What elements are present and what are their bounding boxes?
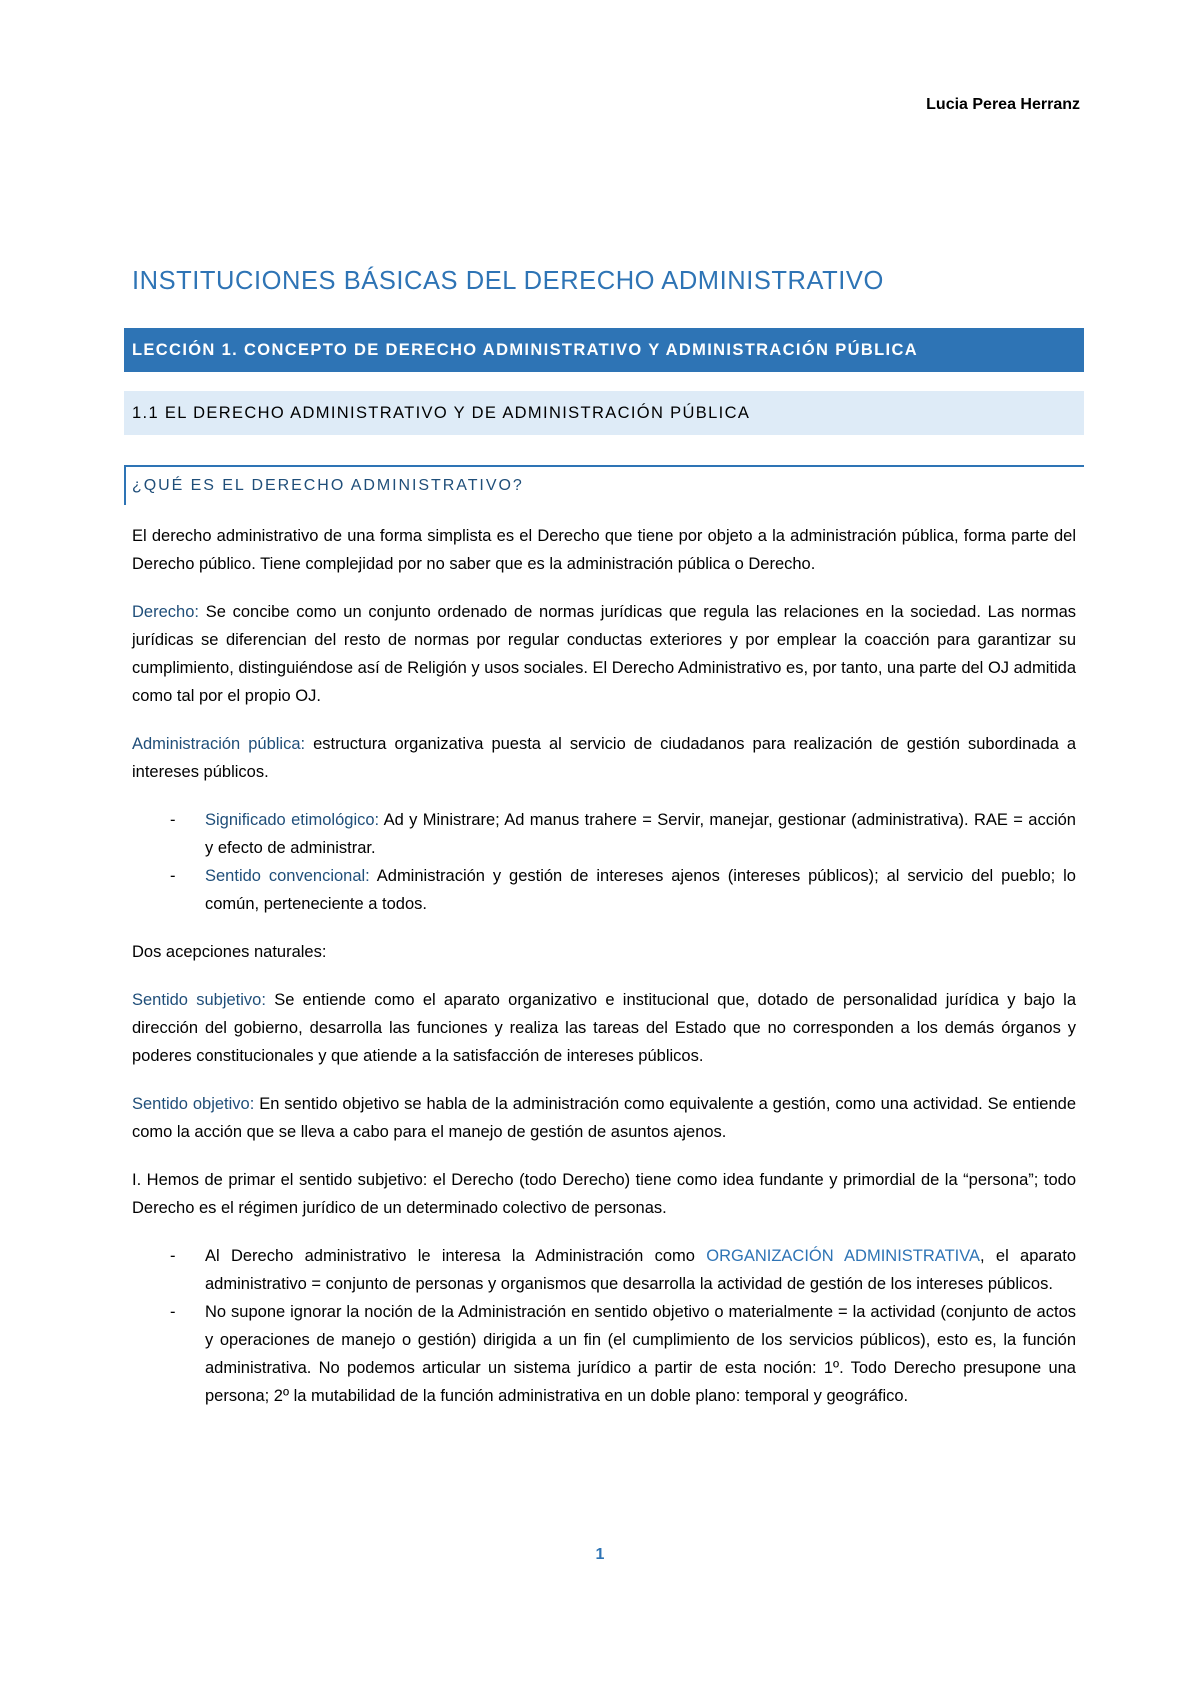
document-title: INSTITUCIONES BÁSICAS DEL DERECHO ADMINISTRATIVO xyxy=(132,267,884,295)
subjetivo-text: Se entiende como el aparato organizativo e institucional que, dotado de personalidad jurídica y bajo la dirección del gobierno, desarrolla las funciones y realiza las tareas del Estado que no corresponden a los demás órganos y poderes constitucionales y que atiende a la satisfacción de intereses públicos. xyxy=(132,991,1076,1065)
list-item xyxy=(132,806,1076,862)
intro-paragraph: El derecho administrativo de una forma simplista es el Derecho que tiene por objeto a la administración pública, forma parte del Derecho público. Tiene complejidad por no saber que es la administración pública o Derecho. xyxy=(132,527,1076,573)
derecho-paragraph xyxy=(132,598,1076,710)
objetivo-paragraph xyxy=(132,1090,1076,1146)
point-accent: ORGANIZACIÓN ADMINISTRATIVA xyxy=(706,1247,981,1265)
administracion-text: estructura organizativa puesta al servicio de ciudadanos para realización de gestión subordinada a intereses públicos. xyxy=(132,735,1077,781)
acepciones-paragraph: Dos acepciones naturales: xyxy=(132,943,327,961)
meaning-text: Ad y Ministrare; Ad manus trahere = Servir, manejar, gestionar (administrativa). RAE = acción y efecto de administrar. xyxy=(205,811,1076,857)
derecho-label: Derecho: xyxy=(132,603,199,621)
page-number: 1 xyxy=(595,1546,605,1563)
subjetivo-label: Sentido subjetivo: xyxy=(132,991,266,1009)
meaning-label: Significado etimológico: xyxy=(205,811,380,829)
list-item xyxy=(132,1242,1076,1298)
lesson-heading: LECCIÓN 1. CONCEPTO DE DERECHO ADMINISTRATIVO Y ADMINISTRACIÓN PÚBLICA xyxy=(124,328,1084,372)
derecho-text: Se concibe como un conjunto ordenado de normas jurídicas que regula las relaciones en la sociedad. Las normas jurídicas se diferencian del resto de normas por regular conductas exteriores y por emplear la coacción para garantizar su cumplimiento, distinguiéndose así de Religión y usos sociales. El Derecho Administrativo es, por tanto, una parte del OJ admitida como tal por el propio OJ. xyxy=(132,603,1076,705)
meanings-list xyxy=(132,806,1076,918)
document-body xyxy=(132,522,1076,1430)
list-item: - No supone ignorar la noción de la Administración en sentido objetivo o materialmente = la actividad (conjunto de actos y operaciones de manejo o gestión) dirigida a un fin (el cumplimiento de los servicios públicos), esto es, la función administrativa. No podemos articular un sistema jurídico a partir de esta noción: 1º. Todo Derecho presupone una persona; 2º la mutabilidad de la función administrativa en un doble plano: temporal y geográfico. xyxy=(132,1298,1076,1410)
administracion-paragraph xyxy=(132,730,1076,786)
subsection-heading: ¿QUÉ ES EL DERECHO ADMINISTRATIVO? xyxy=(124,465,1084,505)
meaning-text: Administración y gestión de intereses ajenos (intereses públicos); al servicio del pueblo; lo común, perteneciente a todos. xyxy=(205,867,1076,913)
objetivo-text: En sentido objetivo se habla de la administración como equivalente a gestión, como una actividad. Se entiende como la acción que se lleva a cabo para el manejo de gestión de asuntos ajenos. xyxy=(132,1095,1076,1141)
section-heading: 1.1 EL DERECHO ADMINISTRATIVO Y DE ADMINISTRACIÓN PÚBLICA xyxy=(124,391,1084,435)
primar-paragraph: I. Hemos de primar el sentido subjetivo: el Derecho (todo Derecho) tiene como idea fundante y primordial de la “persona”; todo Derecho es el régimen jurídico de un determinado colectivo de personas. xyxy=(132,1171,1076,1217)
point-text: Al Derecho administrativo le interesa la Administración como xyxy=(205,1247,707,1265)
objetivo-label: Sentido objetivo: xyxy=(132,1095,255,1113)
list-item xyxy=(132,862,1076,918)
point-text: , el aparato administrativo = conjunto de personas y organismos que desarrolla la actividad de gestión de los intereses públicos. xyxy=(205,1247,1077,1293)
header-author: Lucia Perea Herranz xyxy=(926,96,1080,113)
administracion-label: Administración pública: xyxy=(132,735,306,753)
points-list xyxy=(132,1242,1076,1410)
subjetivo-paragraph xyxy=(132,986,1076,1070)
meaning-label: Sentido convencional: xyxy=(205,867,370,885)
